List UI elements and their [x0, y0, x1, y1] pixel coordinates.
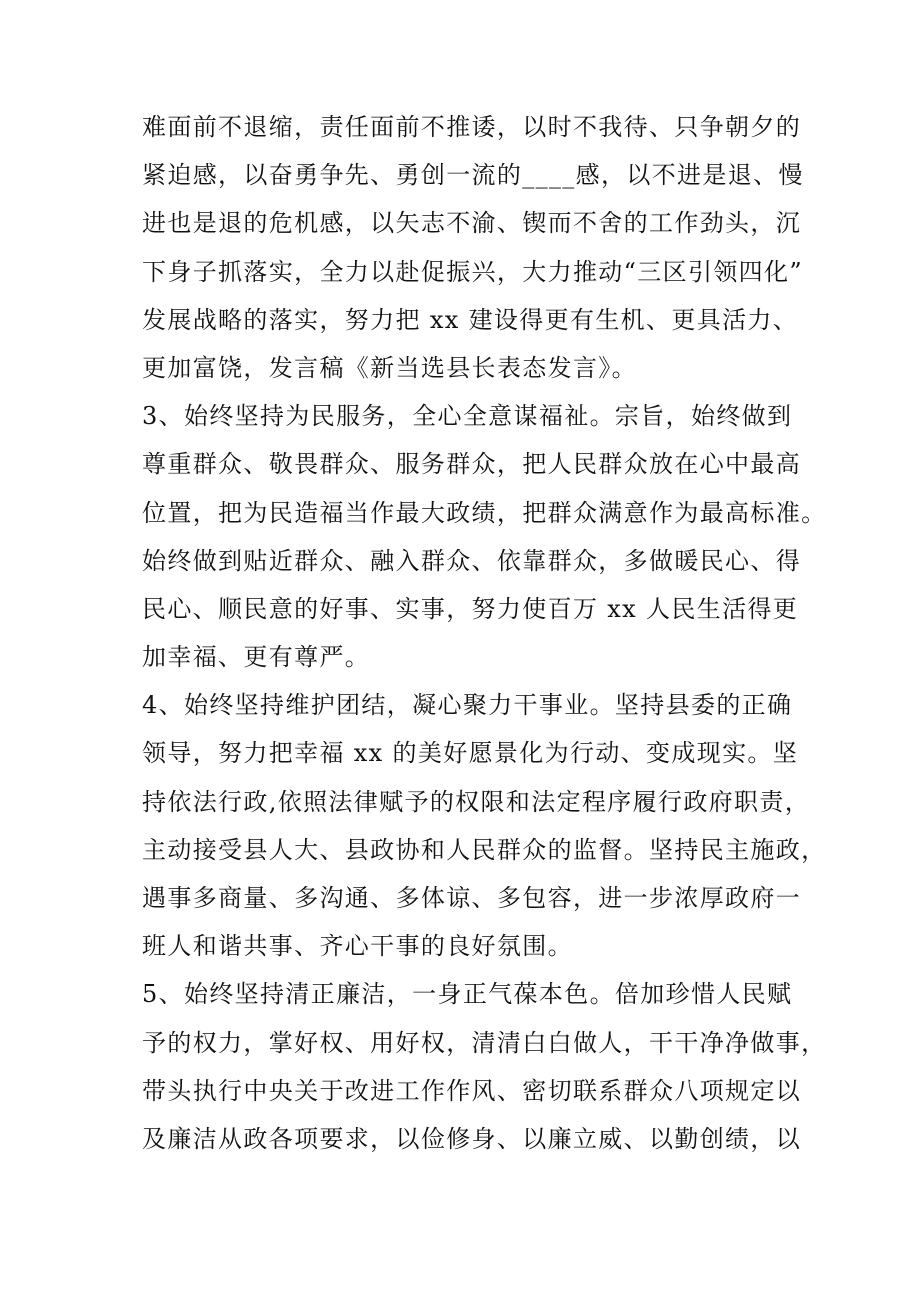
text-line: 加幸福、更有尊严。: [142, 643, 371, 672]
text-line: 及廉洁从政各项要求，以俭修身、以廉立威、以勤创绩，以: [142, 1124, 802, 1153]
text-line: 持依法行政,依照法律赋予的权限和法定程序履行政府职责，: [142, 787, 811, 816]
text-line: 民心、顺民意的好事、实事，努力使百万 xx 人民生活得更: [142, 594, 799, 623]
text-line: 下身子抓落实，全力以赴促振兴，大力推动“三区引领四化”: [142, 257, 803, 286]
text-line: 3、始终坚持为民服务，全心全意谋福祉。宗旨，始终做到: [142, 402, 793, 431]
paragraph-3: [142, 392, 827, 681]
text-line: 5、始终坚持清正廉洁，一身正气葆本色。倍加珍惜人民赋: [142, 980, 793, 1009]
text-line: 4、始终坚持维护团结，凝心聚力干事业。坚持县委的正确: [142, 691, 793, 720]
text-line: 始终做到贴近群众、融入群众、依靠群众，多做暖民心、得: [142, 546, 802, 575]
paragraph-continued: [142, 103, 804, 392]
text-line: 紧迫感，以奋勇争先、勇创一流的____感，以不进是退、慢: [142, 161, 804, 190]
document-body: [142, 103, 827, 1163]
text-line: 领导，努力把幸福 xx 的美好愿景化为行动、变成现实。坚: [142, 739, 799, 768]
text-line: 尊重群众、敬畏群众、服务群众，把人民群众放在心中最高: [142, 450, 802, 479]
text-line: 带头执行中央关于改进工作作风、密切联系群众八项规定以: [142, 1076, 802, 1105]
text-line: 遇事多商量、多沟通、多体谅、多包容，进一步浓厚政府一: [142, 884, 802, 912]
text-line: 主动接受县人大、县政协和人民群众的监督。坚持民主施政，: [142, 835, 827, 864]
paragraph-5: [142, 970, 827, 1163]
text-line: 难面前不退缩，责任面前不推诿，以时不我待、只争朝夕的: [142, 113, 802, 141]
text-line: 班人和谐共事、齐心干事的良好氛围。: [142, 932, 573, 961]
text-line: 发展战略的落实，努力把 xx 建设得更有生机、更具活力、: [142, 305, 799, 334]
text-line: 位置，把为民造福当作最大政绩，把群众满意作为最高标准。: [142, 498, 827, 527]
text-line: 进也是退的危机感，以矢志不渝、锲而不舍的工作劲头，沉: [142, 209, 802, 238]
paragraph-4: [142, 681, 827, 970]
text-line: 更加富饶，发言稿《新当选县长表态发言》。: [142, 353, 637, 382]
text-line: 予的权力，掌好权、用好权，清清白白做人，干干净净做事，: [142, 1028, 827, 1057]
